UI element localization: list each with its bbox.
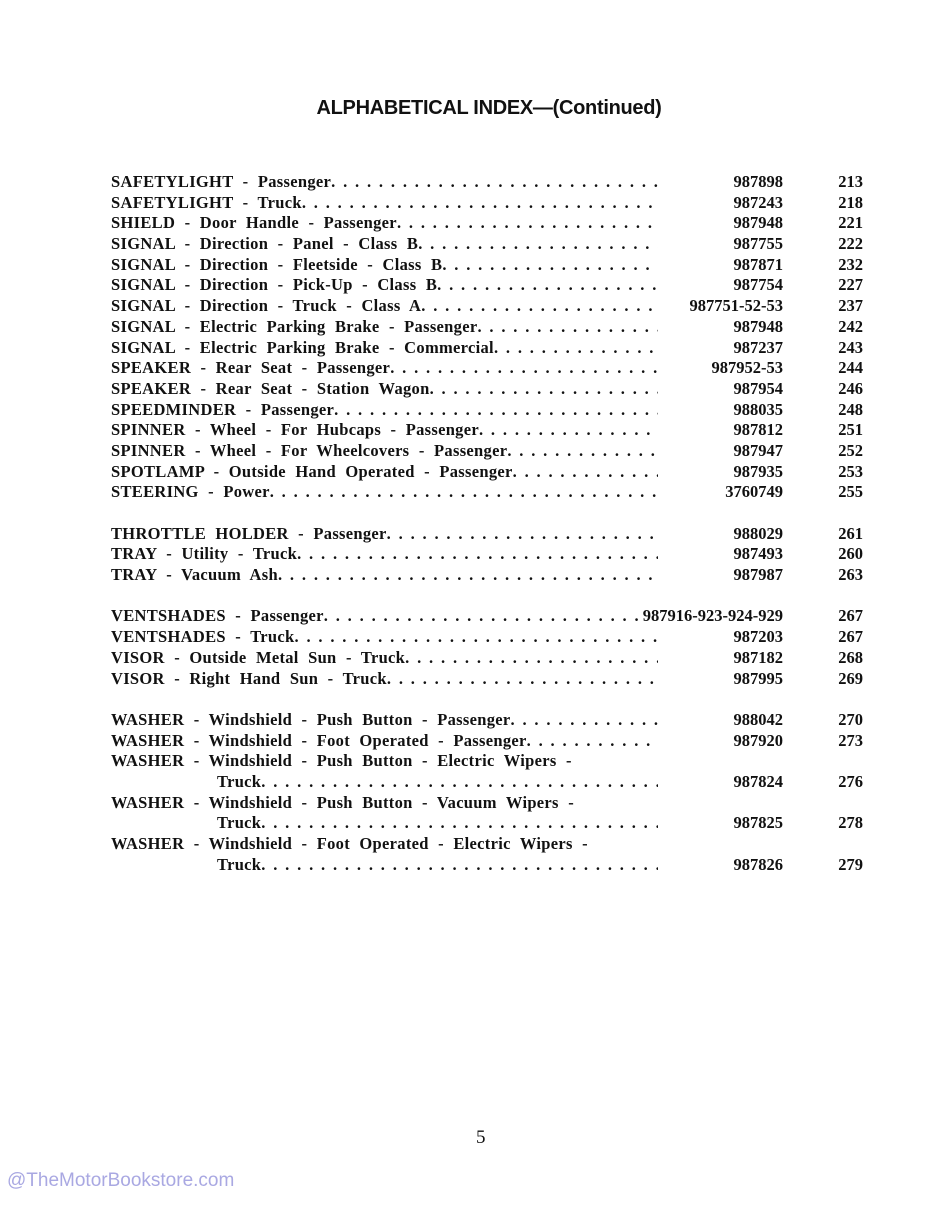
dot-leader: [418, 234, 658, 255]
index-entry: [111, 855, 863, 876]
dot-leader: [513, 462, 658, 483]
dot-leader: [387, 524, 658, 545]
page-ref: 276: [838, 771, 863, 791]
entry-text: Truck: [217, 854, 262, 874]
page-ref: 267: [838, 627, 863, 647]
entry-text: SPEAKER - Rear Seat - Passenger: [111, 358, 391, 378]
page-ref: 267: [838, 606, 863, 626]
entry-text: TRAY - Vacuum Ash: [111, 565, 278, 585]
entry-text: TRAY - Utility - Truck: [111, 544, 298, 564]
page-ref: 218: [838, 192, 863, 212]
page-title: ALPHABETICAL INDEX—(Continued): [316, 97, 662, 119]
entry-text: VENTSHADES - Truck: [111, 627, 295, 647]
index-entry: [111, 234, 863, 255]
entry-text: VENTSHADES - Passenger: [111, 606, 324, 626]
dot-leader: [507, 441, 658, 462]
entry-text: SIGNAL - Direction - Truck - Class A: [111, 296, 422, 316]
page-ref: 242: [838, 316, 863, 336]
index-entry: [111, 172, 863, 193]
dot-leader: [302, 193, 658, 214]
entry-text: WASHER - Windshield - Foot Operated - Electric Wipers -: [111, 834, 588, 853]
index-entry: [111, 482, 863, 503]
page-ref: 251: [838, 420, 863, 440]
index-entry: [111, 462, 863, 483]
part-number: 987182: [733, 647, 783, 667]
entry-text: SIGNAL - Electric Parking Brake - Passenger: [111, 316, 478, 336]
dot-leader: [437, 275, 658, 296]
entry-text: SPEEDMINDER - Passenger: [111, 399, 335, 419]
dot-leader: [421, 296, 658, 317]
page-ref: 273: [838, 730, 863, 750]
index-entry: [111, 648, 863, 669]
index-entry: [111, 524, 863, 545]
part-number: 987493: [733, 544, 783, 564]
part-number: 987898: [733, 172, 783, 191]
dot-leader: [387, 669, 658, 690]
page-ref: 279: [838, 854, 863, 874]
dot-leader: [405, 648, 658, 669]
entry-text: VISOR - Outside Metal Sun - Truck: [111, 647, 406, 667]
dot-leader: [270, 482, 658, 503]
entry-text: Truck: [217, 813, 262, 833]
index-entry: [111, 338, 863, 359]
part-number: 988029: [733, 523, 783, 543]
dot-leader: [397, 213, 658, 234]
page-ref: 232: [838, 254, 863, 274]
part-number: 987825: [733, 813, 783, 833]
group-spacer: [111, 689, 863, 710]
dot-leader: [324, 606, 643, 627]
part-number: 987826: [733, 854, 783, 874]
dot-leader: [297, 544, 658, 565]
page-ref: 255: [838, 482, 863, 502]
part-number: 987954: [733, 378, 783, 398]
index-entry-line: [111, 793, 863, 814]
page-ref: 263: [838, 565, 863, 585]
index-entry: [111, 544, 863, 565]
dot-leader: [334, 400, 658, 421]
index-entry: [111, 606, 863, 627]
index-entry: [111, 400, 863, 421]
entry-text: WASHER - Windshield - Push Button - Vacuum Wipers -: [111, 792, 574, 812]
part-number: 988042: [733, 709, 783, 729]
part-number: 987948: [733, 213, 783, 233]
index-entry: [111, 731, 863, 752]
page-ref: 268: [838, 647, 863, 667]
page-ref: 270: [838, 709, 863, 729]
entry-text: WASHER - Windshield - Push Button - Passenger: [111, 709, 511, 729]
part-number: 987237: [733, 337, 783, 357]
index-entry-line: [111, 751, 863, 772]
part-number: 987812: [733, 420, 783, 440]
index-entry: [111, 669, 863, 690]
part-number: 988035: [733, 399, 783, 419]
entry-text: SIGNAL - Electric Parking Brake - Commercial: [111, 337, 494, 357]
entry-text: SIGNAL - Direction - Pick-Up - Class B: [111, 275, 438, 295]
entry-text: SAFETYLIGHT - Truck: [111, 192, 302, 212]
entry-text: SPINNER - Wheel - For Wheelcovers - Passenger: [111, 440, 508, 460]
index-entry: [111, 441, 863, 462]
page-ref: 244: [838, 358, 863, 378]
dot-leader: [295, 627, 659, 648]
page-ref: 221: [838, 213, 863, 233]
dot-leader: [494, 338, 658, 359]
dot-leader: [261, 772, 658, 793]
part-number: 987987: [733, 565, 783, 585]
dot-leader: [511, 710, 658, 731]
page-ref: 261: [838, 523, 863, 543]
index-entry: [111, 255, 863, 276]
dot-leader: [331, 172, 658, 193]
dot-leader: [261, 855, 658, 876]
part-number: 987952-53: [711, 358, 783, 378]
part-number: 987935: [733, 461, 783, 481]
part-number: 987948: [733, 316, 783, 336]
index-entry: [111, 565, 863, 586]
part-number: 987751-52-53: [689, 296, 783, 316]
entry-text: VISOR - Right Hand Sun - Truck: [111, 668, 387, 688]
index-entry: [111, 813, 863, 834]
dot-leader: [430, 379, 658, 400]
page-ref: 269: [838, 668, 863, 688]
page-ref: 278: [838, 813, 863, 833]
entry-text: THROTTLE HOLDER - Passenger: [111, 523, 387, 543]
group-spacer: [111, 586, 863, 607]
part-number: 987916-923-924-929: [642, 606, 783, 626]
page-ref: 246: [838, 378, 863, 398]
entry-text: SPINNER - Wheel - For Hubcaps - Passenger: [111, 420, 479, 440]
part-number: 987754: [733, 275, 783, 295]
index-entry: [111, 420, 863, 441]
page-number: 5: [476, 1127, 486, 1148]
entry-text: SPEAKER - Rear Seat - Station Wagon: [111, 378, 430, 398]
index-entry: [111, 193, 863, 214]
index-entry: [111, 213, 863, 234]
index-entry: [111, 627, 863, 648]
part-number: 3760749: [725, 482, 783, 502]
page-ref: 213: [838, 172, 863, 191]
dot-leader: [390, 358, 658, 379]
entry-text: STEERING - Power: [111, 482, 270, 502]
page-ref: 237: [838, 296, 863, 316]
index-entry: [111, 379, 863, 400]
page-ref: 222: [838, 234, 863, 254]
watermark: @TheMotorBookstore.com: [7, 1170, 235, 1191]
page-ref: 227: [838, 275, 863, 295]
entry-text: SIGNAL - Direction - Panel - Class B: [111, 234, 419, 254]
entry-text: WASHER - Windshield - Push Button - Electric Wipers -: [111, 751, 572, 771]
index-entry: [111, 710, 863, 731]
page-ref: 252: [838, 440, 863, 460]
index-entry: [111, 296, 863, 317]
page-ref: 253: [838, 461, 863, 481]
page-ref: 248: [838, 399, 863, 419]
dot-leader: [527, 731, 658, 752]
part-number: 987871: [733, 254, 783, 274]
part-number: 987920: [733, 730, 783, 750]
entry-text: SHIELD - Door Handle - Passenger: [111, 213, 397, 233]
dot-leader: [261, 813, 658, 834]
index-list: [111, 172, 863, 875]
page-ref: 260: [838, 544, 863, 564]
part-number: 987947: [733, 440, 783, 460]
entry-text: SPOTLAMP - Outside Hand Operated - Passenger: [111, 461, 513, 481]
dot-leader: [479, 420, 658, 441]
dot-leader: [477, 317, 658, 338]
part-number: 987755: [733, 234, 783, 254]
entry-text: SIGNAL - Direction - Fleetside - Class B: [111, 254, 443, 274]
entry-text: WASHER - Windshield - Foot Operated - Passenger: [111, 730, 527, 750]
part-number: 987243: [733, 192, 783, 212]
entry-text: Truck: [217, 771, 262, 791]
index-entry: [111, 358, 863, 379]
entry-text: SAFETYLIGHT - Passenger: [111, 172, 332, 191]
dot-leader: [442, 255, 658, 276]
index-entry-line: [111, 834, 863, 855]
part-number: 987824: [733, 771, 783, 791]
dot-leader: [278, 565, 658, 586]
page-ref: 243: [838, 337, 863, 357]
index-entry: [111, 772, 863, 793]
index-entry: [111, 317, 863, 338]
part-number: 987203: [733, 627, 783, 647]
index-entry: [111, 275, 863, 296]
part-number: 987995: [733, 668, 783, 688]
group-spacer: [111, 503, 863, 524]
